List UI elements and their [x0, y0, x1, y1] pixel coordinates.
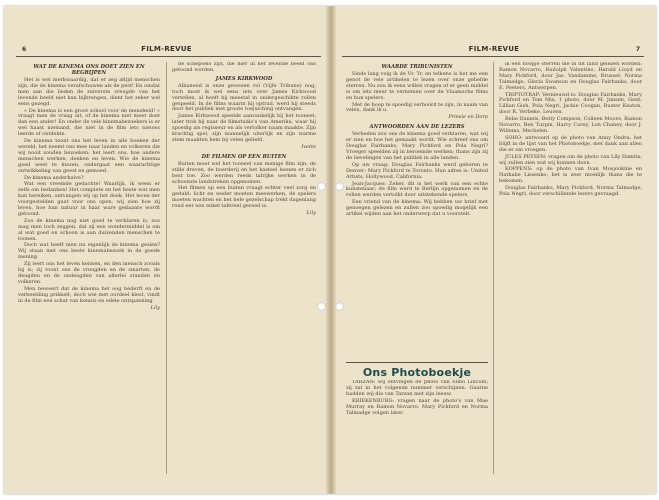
paragraph: Sinds lang volg ik de Vr. Tr. en telkens is het me een genot de vele artikelen te lezen over onze geliefde sterren. Nu zou ik eens willen vragen of er geen middel is om iets meer te vernemen over de Vlaamsche films en hun spelers. [346, 71, 488, 101]
punch-hole [317, 302, 326, 311]
photoboekje-column [346, 380, 488, 480]
paragraph: Men beweert dat de kinema het oog bederft en de verbeelding prikkelt; doch wie met oordeel kiest, vindt in de film een schat van kennis en edele ontspanning. [18, 285, 160, 304]
punch-hole [335, 302, 344, 311]
article-heading: ANTWOORDEN AAN DE LEZERS [369, 124, 465, 131]
header-rule [16, 56, 321, 57]
column-divider [493, 62, 494, 474]
paragraph: Op uw vraag: Douglas Fairbanks werd geboren te Denver; Mary Pickford te Toronto. Hun adres is: United Artists, Hollywood, California. [346, 161, 488, 180]
punch-hole [335, 182, 344, 191]
article-signature: Prinsie en Dorp [448, 114, 488, 121]
paragraph: Verheden zou ons de kinema goed verklaren, wat wij er zien en hoe het gemaakt wordt. Wie schreef ons om Douglas Fairbanks, Mary Pickford en Pola Negri? Vroeger speelden zij in beroemde werken; thans zijn zij de lievelingen van het publiek in alle landen. [346, 131, 488, 161]
paragraph: Met de hoop te spoedig verhoord te zijn, in naam van velen, dank ik u. [346, 101, 488, 114]
paragraph: Zij leert ons het leven kennen, en den mensch zooals hij is; zij toont ons de vreugden en de smarten, de deugden en de ondeugden van allerlei standen en volkeren. [18, 261, 160, 285]
article-heading: DE FILMEN OP EEN BUITEN [201, 153, 287, 160]
paragraph: Albanend is onze gewezen rol (Vijfe Tribune) nog; toch moet ik wel eens iets over James Kirkwood vertellen, al heeft hij meestal in ondergeschikte rollen gespeeld. In de films waarin hij optrad, werd hij steeds door het publiek met groote toejuiching ontvangen. [172, 82, 316, 113]
page-number: 7 [635, 46, 640, 53]
paragraph: De kinema anderhalve? [24, 174, 84, 181]
left-column-1 [18, 62, 160, 480]
right-column-2 [499, 62, 642, 480]
paragraph: De kinema toont ons het leven in alle hoeken der wereld; het neemt ons mee naar landen en volkeren die wij nooit zouden bezoeken; het leert ons, hoe andere menschen werken, denken en leven. Wie de kinema goed weet te kiezen, ondergaat een waarachtige ontwikkeling van geest en gemoed. [18, 138, 160, 174]
paragraph: « De kinema is een groot school voor de mensheid! » vraagt men de vraag uit, of de kinema niet meer doet dan een ander! En onder de vele kinemabezoekers is er wel haast niemand, die niet in de film iets nieuws leerde of ontdekte. [18, 107, 160, 138]
page-header [4, 44, 329, 56]
photoboekje-heading: Ons Photoboekje [346, 362, 488, 379]
paragraph: James Kirkwood speelde aanvankelijk bij het tooneel; later trok hij naar de filmstudio's van Amerika, waar hij spoedig als regisseur en als vertolker naam maakte. Zijn krachtig spel, zijn mannelijk uiterlijk en zijn warme stem maakten hem bij velen geliefd. [172, 113, 316, 143]
paragraph: Wat een vreemde gedachte! Waarlijk, ik ween er zelfs om bedanken! Het complete en het beste wat men kan bereiken, ontvangen wij op het doek. Het leven der voorgestelden gaat voor ons open, wij zien hoe zij leven, hoe hun natuur in haar ware gedaante wordt getoond. [18, 181, 160, 217]
punch-hole [317, 182, 326, 191]
paragraph: Doch wat heeft men nu eigenlijk de kinema gezien? Wij staan met ons beste kinemabezoek in de goede mening. [18, 242, 160, 261]
paragraph: TRIPTOTRAP: Vernieuwd is: Douglas Fairbanks, Mary Pickford en Tom Mix, 1 photo, door M. Jansen, Gent; Lillian Gish, Pola Negri, Jackie Coogan, Buster Keaton, door R. Verbeke, Leuven. [499, 91, 642, 116]
binding-gutter [326, 6, 336, 494]
page-number: 6 [22, 46, 27, 53]
article-heading: WAARDE TRIBUNISTEN [381, 64, 453, 70]
paragraph: Een vriend van de kinema: Wij hebben uw brief met genoegen gelezen en zullen zoo spoedig mogelijk een artikel wijden aan het onderwerp dat u voorstelt. [346, 199, 488, 218]
paragraph: Het filmen op een buiten vraagt echter veel zorg en geduld: licht en weder moeten meewerken, de spelers moeten wachten en het hele gezelschap trekt dagenlang rond eer een enkel tafereel gereed is. [172, 185, 316, 210]
paragraph: ik een hoopje sterren die in dit land gelezen worden: Ramon Novarro, Rudolph Valentino, Harold Lloyd en Mary Pickford, door Jas. Vandamme, Brussel; Norma Talmadge, Gloria Swanson en Douglas Fairbanks, door E. Peeters, Antwerpen. [499, 62, 642, 91]
paragraph: Buiten moet wel het tooneel van menige film zijn; de stille dreven, de boerderij en het kasteel leenen er zich best toe. Zoo werden reeds talrijke werken in de schoonste landstreken opgenomen. [172, 160, 316, 185]
left-page [4, 6, 330, 494]
right-column-1 [346, 62, 488, 358]
paragraph: KRIEKENBURG: vragen naar de photo's van Mae Murray en Ramon Novarro. Mary Pickford en Norma Talmadge volgen later. [346, 397, 488, 416]
magazine-title: FILM-REVUE [141, 45, 192, 53]
paragraph: Zoo de kinema nog niet goed te verklaren is, zoo mag men toch zeggen, dat zij een wondermiddel is om al wat goed en schoon is aan duizenden menschen te toonen. [18, 217, 160, 242]
header-rule [342, 56, 644, 57]
paragraph: Jean-Jacques: Zeker, dit is het werk van een echte kunstenaar; de film werd te Berlijn opgenomen en de rollen werden vertolkt door uitstekende spelers. [346, 180, 488, 199]
paragraph: KOPPENS: op de photo van Ivan Mosjoukine en Nathalie Lissenko; het is zeer moeilijk thans die te bekomen. [499, 166, 642, 185]
page-header [332, 44, 656, 56]
paragraph: SOHO: antwoord op de photo van Anny Ondra; het blijft in de lijst van het Photoboekje, met dank aan allen die er om vroegen. [499, 134, 642, 153]
paragraph: Douglas Fairbanks, Mary Pickford, Norma Talmadge, Pola Negri, door verschillende lezers gevraagd. [499, 185, 642, 198]
article-signature: Lily [306, 210, 316, 217]
paragraph: de schepsels zijn, die hier in het levende beeld ons getoond worden. [172, 62, 316, 73]
article-heading: JAMES KIRKWOOD [215, 75, 273, 82]
article-heading: WAT DE KINEMA ONS DOET ZIEN EN BEGRIJPEN [33, 64, 145, 76]
article-signature: Lily [150, 304, 160, 311]
paragraph: TARZAN: wij ontvingen de photo van Elmo Lincoln; zij zal in het volgende nummer verschijnen. Gaarne hadden wij die van Tarzan met zijn leeuw. [346, 380, 488, 397]
article-signature: Ivette [301, 143, 316, 150]
magazine-title: FILM-REVUE [468, 45, 520, 53]
magazine-spread [4, 6, 655, 494]
paragraph: Het is wel merkwaardig, dat er zeg altijd menschen zijn, die de kinema verafschuwen als de pest! En omdat men aan die lieden de zuiverste vreugde van het levende beeld niet kan bijbrengen, dient het zeker wel eens gezegd. [18, 77, 160, 107]
column-divider [166, 62, 167, 474]
right-page [331, 6, 656, 494]
paragraph: Bebe Daniels, Betty Compson, Colleen Moore, Ramon Novarro, Ben Turpin, Harry Carey, Lon Chaney, door J. Willems, Mechelen. [499, 116, 642, 134]
paragraph: JULES PEYSEN: vragen om de photo van Lily Damita; wij zullen zien wat wij kunnen doen. [499, 153, 642, 166]
left-column-2 [172, 62, 316, 480]
